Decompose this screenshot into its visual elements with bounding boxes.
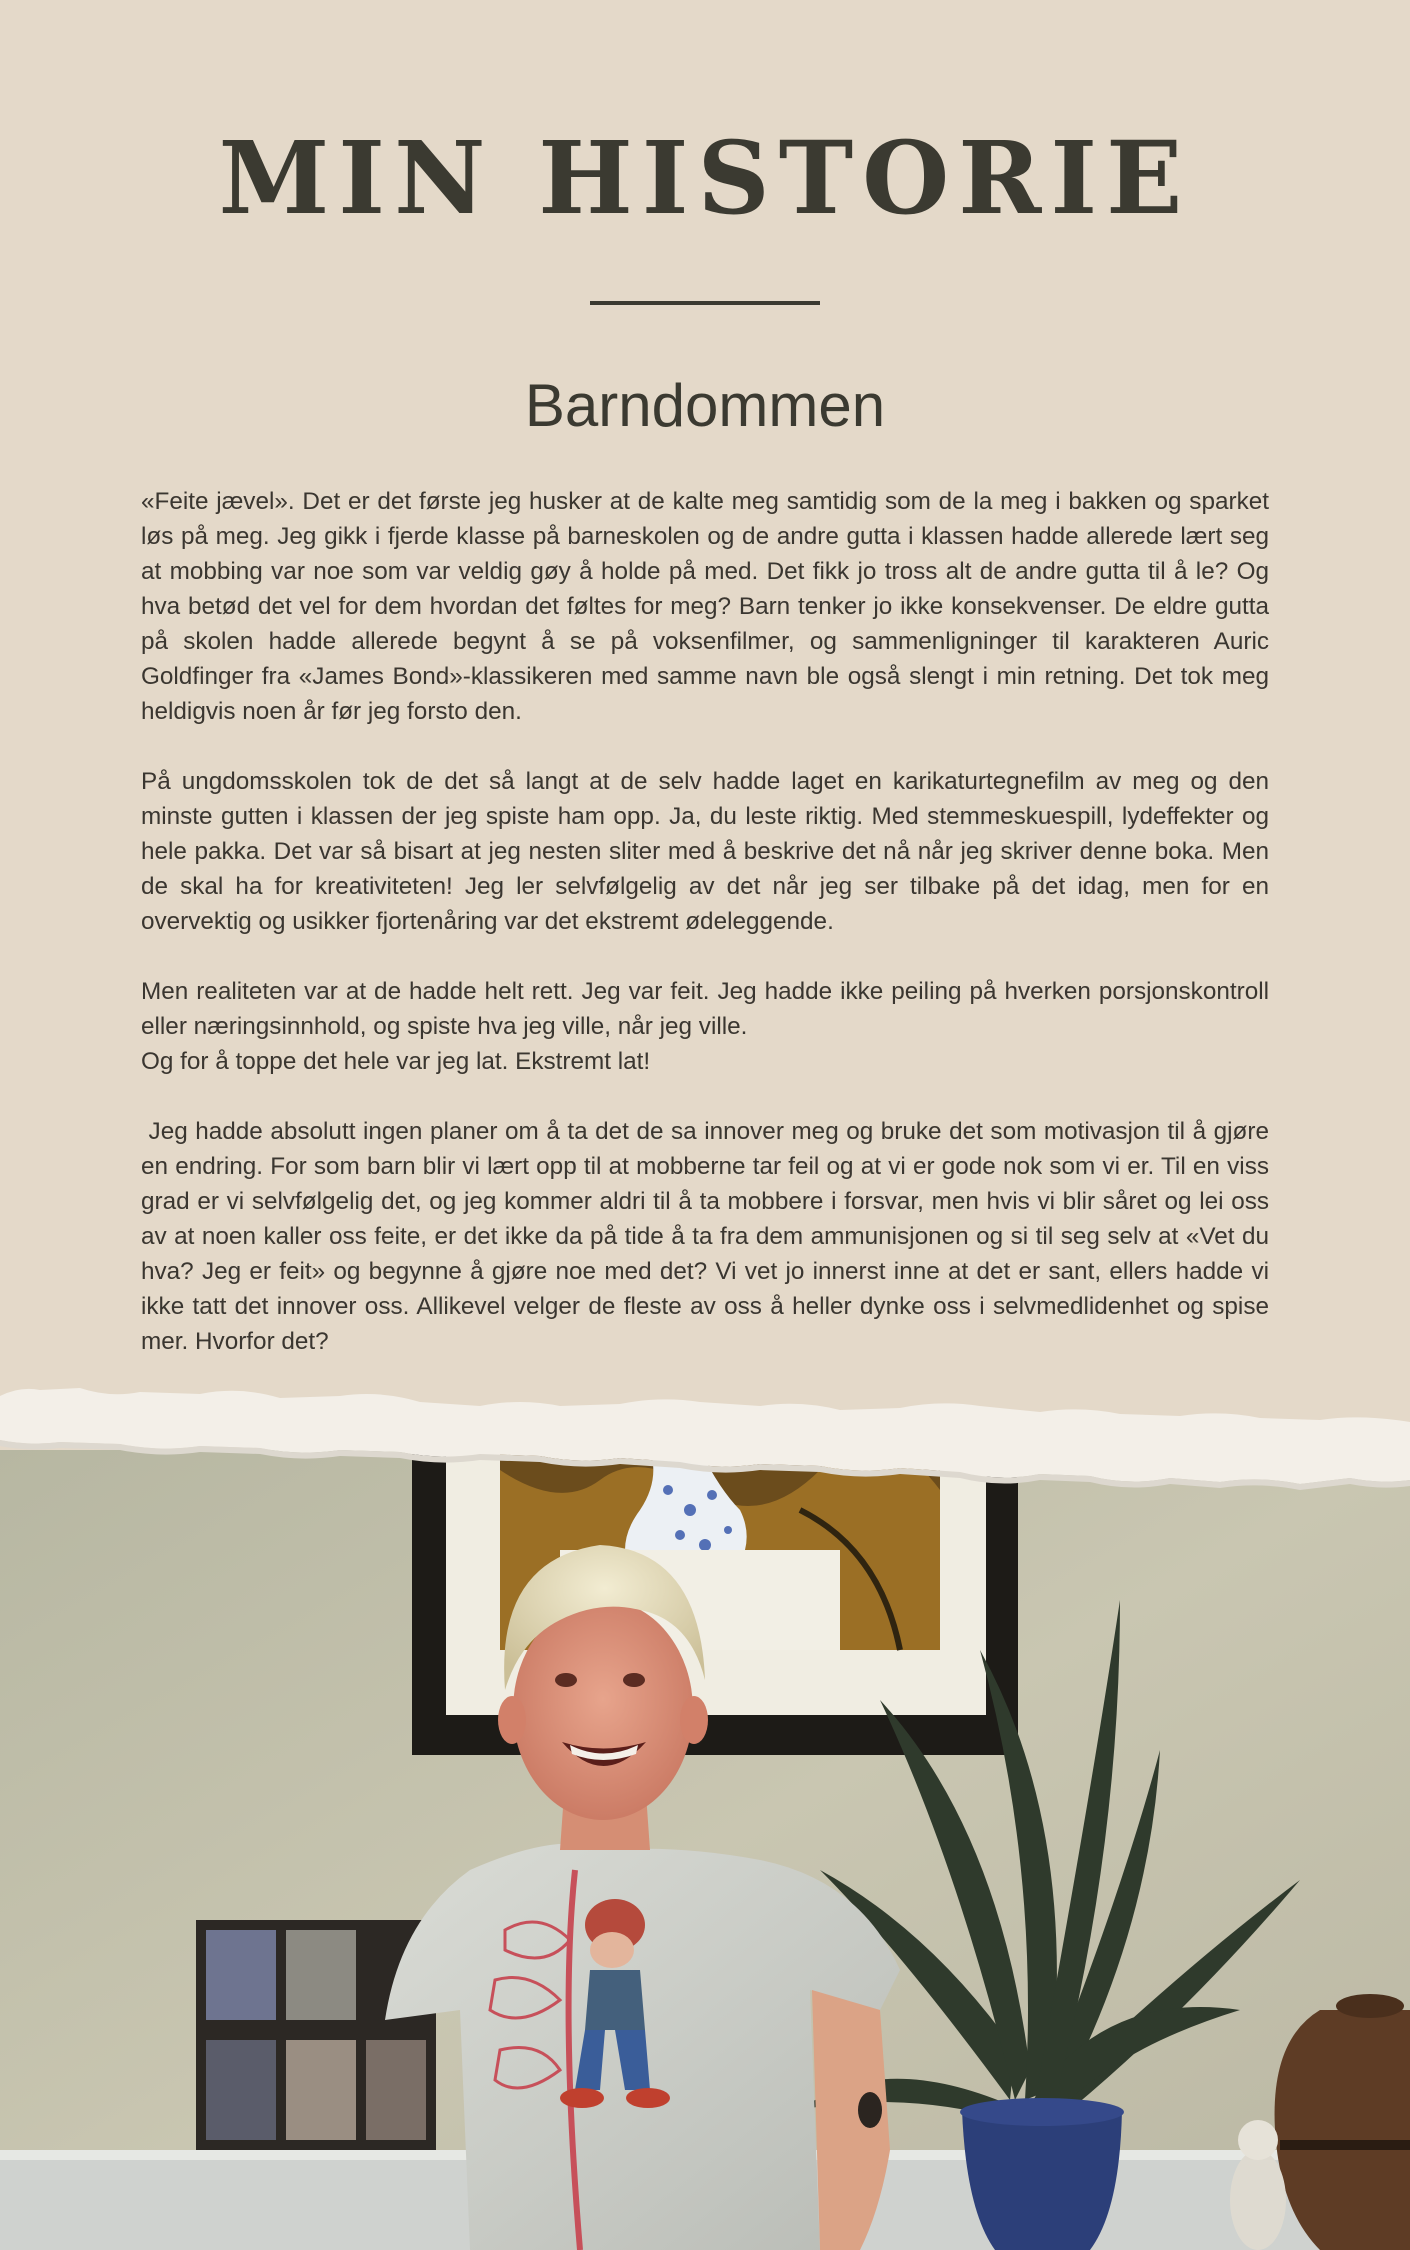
childhood-photo [0, 1450, 1410, 2250]
section-heading: Barndommen [524, 372, 886, 439]
paragraph-3 [141, 974, 1269, 1079]
torn-paper-divider [0, 1376, 1410, 1496]
paragraph-1: «Feite jævel». Det er det første jeg husker at de kalte meg samtidig som de la meg i bakken og sparket løs på meg. Jeg gikk i fjerde klasse på barneskolen og de andre gutta i klassen hadde allerede lært seg at mobbing var noe som var veldig gøy å holde på med. Det fikk jo tross alt de andre gutta til å le? Og hva betød det vel for dem hvordan det føltes for meg? Barn tenker jo ikke konsekvenser. De eldre gutta på skolen hadde allerede begynt å se på voksenfilmer, og sammenligninger til karakteren Auric Goldfinger fra «James Bond»-klassikeren med samme navn ble også slengt i min retning. Det tok meg heldigvis noen år før jeg forsto den. [141, 488, 1269, 725]
paragraph-4: Jeg hadde absolutt ingen planer om å ta det de sa innover meg og bruke det som motivasjon til å gjøre en endring. For som barn blir vi lært opp til at mobberne tar feil og at vi er gode nok som vi er. Til en viss grad er vi selvfølgelig det, og jeg kommer aldri til å ta mobbere i forsvar, men hvis vi blir såret og lei oss av at noen kaller oss feite, er det ikke da på tide å ta fra dem ammunisjonen og si til seg selv at «Vet du hva? Jeg er feit» og begynne å gjøre noe med det? Vi vet jo innerst inne at det er sant, ellers hadde vi ikke tatt det innover oss. Allikevel velger de fleste av oss å heller dynke oss i selvmedlidenhet og spise mer. Hvorfor det? [141, 1118, 1276, 1355]
story-body [141, 484, 1276, 1394]
title-divider [590, 301, 820, 305]
paragraph-3-extra-line: Og for å toppe det hele var jeg lat. Ekstremt lat! [141, 1048, 651, 1075]
childhood-photo-illustration [0, 1450, 1410, 2250]
paragraph-2: På ungdomsskolen tok de det så langt at de selv hadde laget en karikaturtegnefilm av meg og den minste gutten i klassen der jeg spiste ham opp. Ja, du leste riktig. Med stemmeskuespill, lydeffekter og hele pakka. Det var så bisart at jeg nesten sliter med å beskrive det nå når jeg skriver denne boka. Men de skal ha for kreativiteten! Jeg ler selvfølgelig av det når jeg ser tilbake på det idag, men for en overvektig og usikker fjortenåring var det ekstremt ødeleggende. [141, 768, 1269, 935]
page-title: MIN HISTORIE [218, 119, 1192, 237]
paragraph-3-text: Men realiteten var at de hadde helt rett. Jeg var feit. Jeg hadde ikke peiling på hverken porsjonskontroll eller næringsinnhold, og spiste hva jeg ville, når jeg ville. [141, 978, 1269, 1040]
